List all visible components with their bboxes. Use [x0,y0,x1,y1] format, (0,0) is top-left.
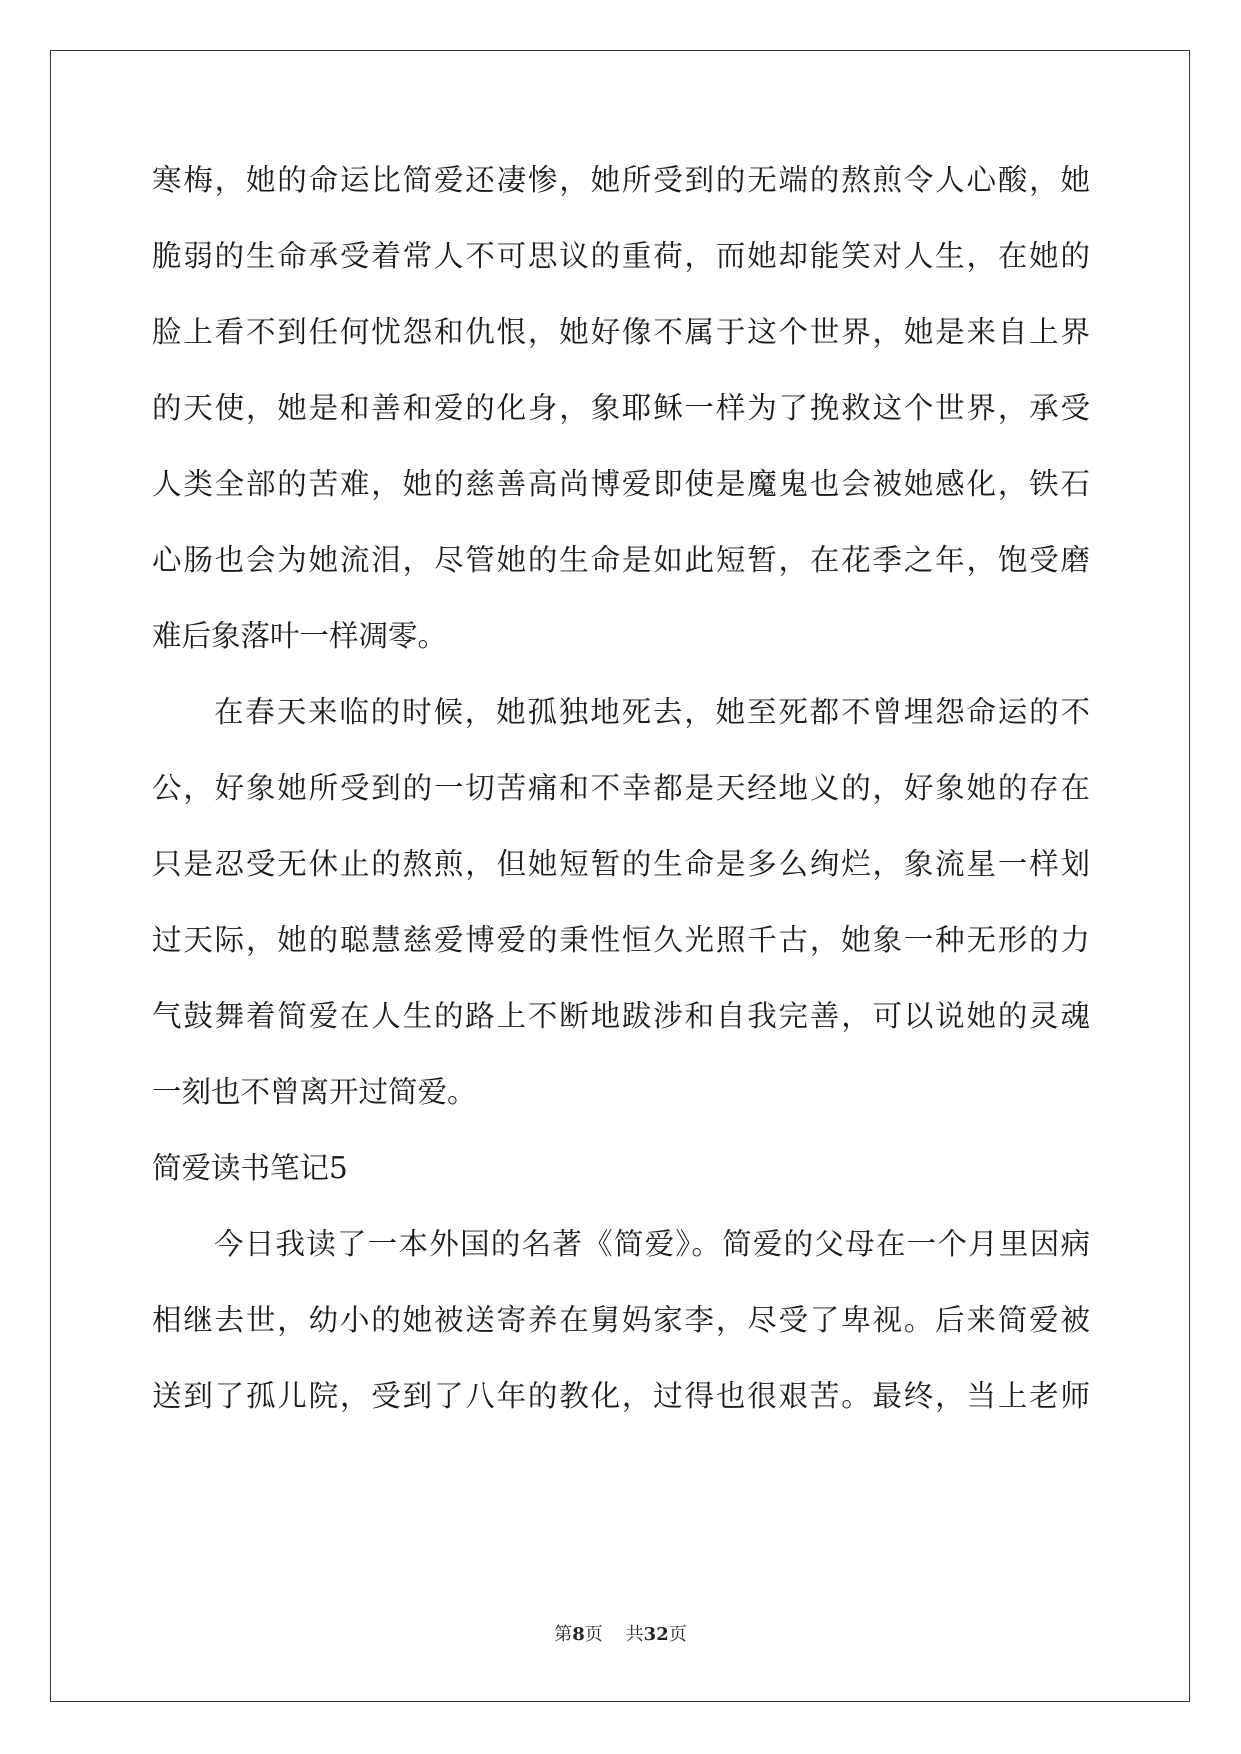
paragraph-line: 脸上看不到任何忧怨和仇恨，她好像不属于这个世界，她是来自上界 [152,315,1090,349]
paragraph-line: 一刻也不曾离开过简爱。 [152,1075,477,1109]
paragraph-line: 人类全部的苦难，她的慈善高尚博爱即使是魔鬼也会被她感化，铁石 [152,467,1090,501]
paragraph-line: 脆弱的生命承受着常人不可思议的重荷，而她却能笑对人生，在她的 [152,239,1090,273]
paragraph-line: 只是忍受无休止的熬煎，但她短暂的生命是多么绚烂，象流星一样划 [152,847,1090,881]
paragraph-line: 难后象落叶一样凋零。 [152,619,448,653]
total-prefix: 共 [625,1624,644,1645]
paragraph-line: 气鼓舞着简爱在人生的路上不断地跋涉和自我完善，可以说她的灵魂 [152,999,1090,1033]
total-pages: 32 [643,1624,669,1645]
page-suffix: 页 [584,1624,603,1645]
page-prefix: 第 [554,1624,573,1645]
paragraph-line: 今日我读了一本外国的名著《简爱》。简爱的父母在一个月里因病 [214,1227,1090,1261]
paragraph-line: 公，好象她所受到的一切苦痛和不幸都是天经地义的，好象她的存在 [152,771,1090,805]
paragraph-line: 在春天来临的时候，她孤独地死去，她至死都不曾埋怨命运的不 [214,695,1090,729]
page-number: 8 [572,1624,585,1645]
paragraph-line: 寒梅，她的命运比简爱还凄惨，她所受到的无端的熬煎令人心酸，她 [152,163,1090,197]
paragraph-line: 过天际，她的聪慧慈爱博爱的秉性恒久光照千古，她象一种无形的力 [152,923,1090,957]
section-heading: 简爱读书笔记5 [152,1151,348,1185]
paragraph-line: 心肠也会为她流泪，尽管她的生命是如此短暂，在花季之年，饱受磨 [152,543,1090,577]
paragraph-line: 送到了孤儿院，受到了八年的教化，过得也很艰苦。最终，当上老师 [152,1379,1090,1413]
page-footer [0,1623,1241,1647]
paragraph-line: 相继去世，幼小的她被送寄养在舅妈家李，尽受了卑视。后来简爱被 [152,1303,1090,1337]
paragraph-line: 的天使，她是和善和爱的化身，象耶稣一样为了挽救这个世界，承受 [152,391,1090,425]
total-suffix: 页 [668,1624,687,1645]
